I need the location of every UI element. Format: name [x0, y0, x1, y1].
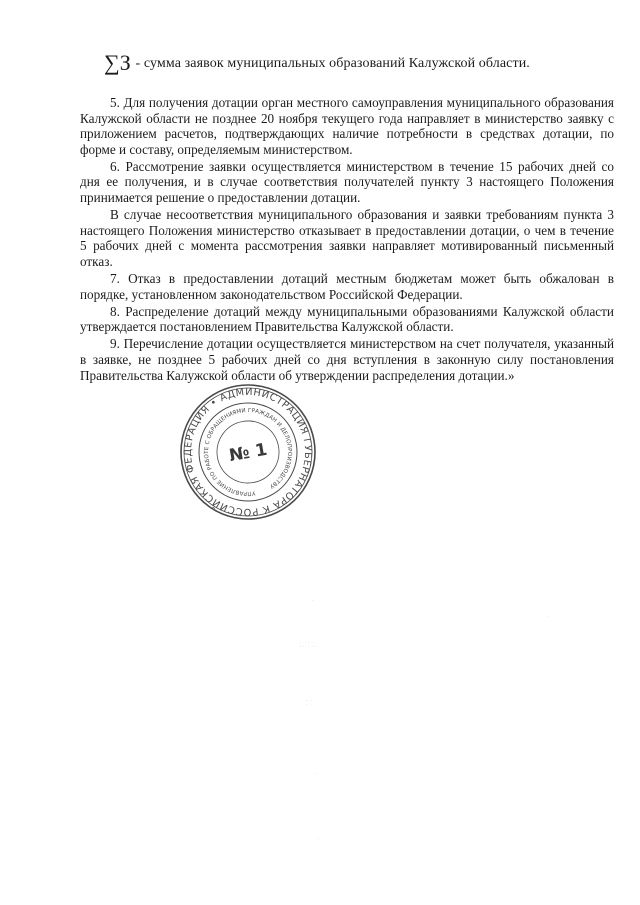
scan-speckle: · — [316, 772, 319, 777]
stamp-outer-text: РОССИЙСКАЯ ФЕДЕРАЦИЯ • АДМИНИСТРАЦИЯ ГУБЕРНАТОРА КАЛУЖСКОЙ — [182, 386, 314, 518]
sigma-symbol: ∑З — [104, 50, 131, 75]
paragraph-8: 8. Распределение дотаций между муниципальными образованиями Калужской области утверждается постановлением Правительства Калужской области. — [80, 303, 614, 335]
scan-speckle: · — [318, 837, 321, 842]
sum-formula-line — [104, 50, 530, 76]
scan-speckle: · — [548, 615, 551, 620]
paragraph-7: 7. Отказ в предоставлении дотаций местным бюджетам может быть обжалован в порядке, установленном законодательством Российской Федерации. — [80, 271, 614, 302]
paragraph-6-refusal: В случае несоответствия муниципального образования и заявки требованиям пункта 3 настоящего Положения министерство отказывает в предоставлении дотации, о чем в течение 5 рабочих дней с момента рассмотрения заявки направляет мотивированный письменный отказ. — [80, 207, 614, 269]
paragraph-5: 5. Для получения дотации орган местного самоуправления муниципального образования Калужской области не позднее 20 ноября текущего года направляет в министерство заявку с приложением расчетов, подтверждающих наличие потребности в средствах дотации, по форме и составу, определяемым министерством. — [80, 95, 614, 157]
paragraph-6: 6. Рассмотрение заявки осуществляется министерством в течение 15 рабочих дней со дня ее получения, и в случае соответствия получателей пункту 3 настоящего Положения принимается решение о предоставлении дотации. — [80, 158, 614, 206]
scan-speckle: · — [312, 599, 315, 604]
document-body — [80, 95, 614, 385]
stamp-inner-text: УПРАВЛЕНИЕ ПО РАБОТЕ С ОБРАЩЕНИЯМИ ГРАЖДАН И ДЕЛОПРОИЗВОДСТВУ — [203, 407, 293, 497]
formula-description: - сумма заявок муниципальных образований Калужской области. — [135, 56, 530, 71]
stamp-seal-icon — [178, 382, 318, 522]
scan-speckle: · ·· · ·· · ·· — [300, 641, 318, 650]
paragraph-9: 9. Перечисление дотации осуществляется министерством на счет получателя, указанный в заявке, не позднее 5 рабочих дней со дня вступления в законную силу постановления Правительства Калужской области об утверждении распределения дотации.» — [80, 336, 614, 383]
scan-speckle: · · · — [306, 699, 314, 708]
stamp-number: № 1 — [227, 439, 269, 467]
official-stamp — [178, 382, 318, 522]
